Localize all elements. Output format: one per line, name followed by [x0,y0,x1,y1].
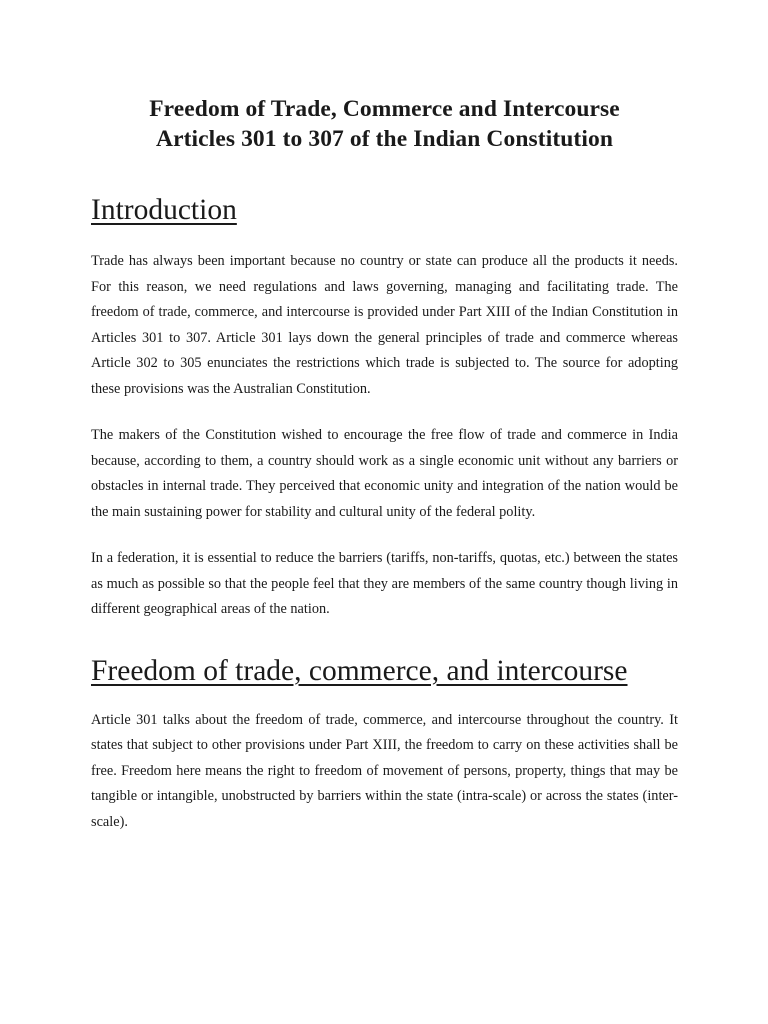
title-line-1: Freedom of Trade, Commerce and Intercourse [149,96,620,122]
section-heading-introduction: Introduction [91,194,237,226]
freedom-paragraph-1: Article 301 talks about the freedom of trade, commerce, and intercourse throughout the country. It states that subject to other provisions under Part XIII, the freedom to carry on these activities shall be free. Freedom here means the right to freedom of movement of persons, property, things that may be tangible or intangible, unobstructed by barriers within the state (intra-scale) or across the states (inter-scale). [91,711,678,830]
section-heading-freedom: Freedom of trade, commerce, and intercourse [91,654,628,687]
intro-paragraph-2: The makers of the Constitution wished to encourage the free flow of trade and commerce in India because, according to them, a country should work as a single economic unit without any barriers or obstacles in internal trade. They perceived that economic unity and integration of the nation would be the main sustaining power for stability and cultural unity of the federal polity. [91,427,678,520]
intro-paragraph-3: In a federation, it is essential to reduce the barriers (tariffs, non-tariffs, quotas, etc.) between the states as much as possible so that the people feel that they are members of the same country though living in different geographical areas of the nation. [91,550,678,617]
title-line-2: Articles 301 to 307 of the Indian Constitution [156,126,613,152]
intro-paragraph-1: Trade has always been important because no country or state can produce all the products it needs. For this reason, we need regulations and laws governing, managing and facilitating trade. The freedom of trade, commerce, and intercourse is provided under Part XIII of the Indian Constitution in Articles 301 to 307. Article 301 lays down the general principles of trade and commerce whereas Article 302 to 305 enunciates the restrictions which trade is subjected to. The source for adopting these provisions was the Australian Constitution. [91,253,678,397]
document-title [91,94,678,154]
